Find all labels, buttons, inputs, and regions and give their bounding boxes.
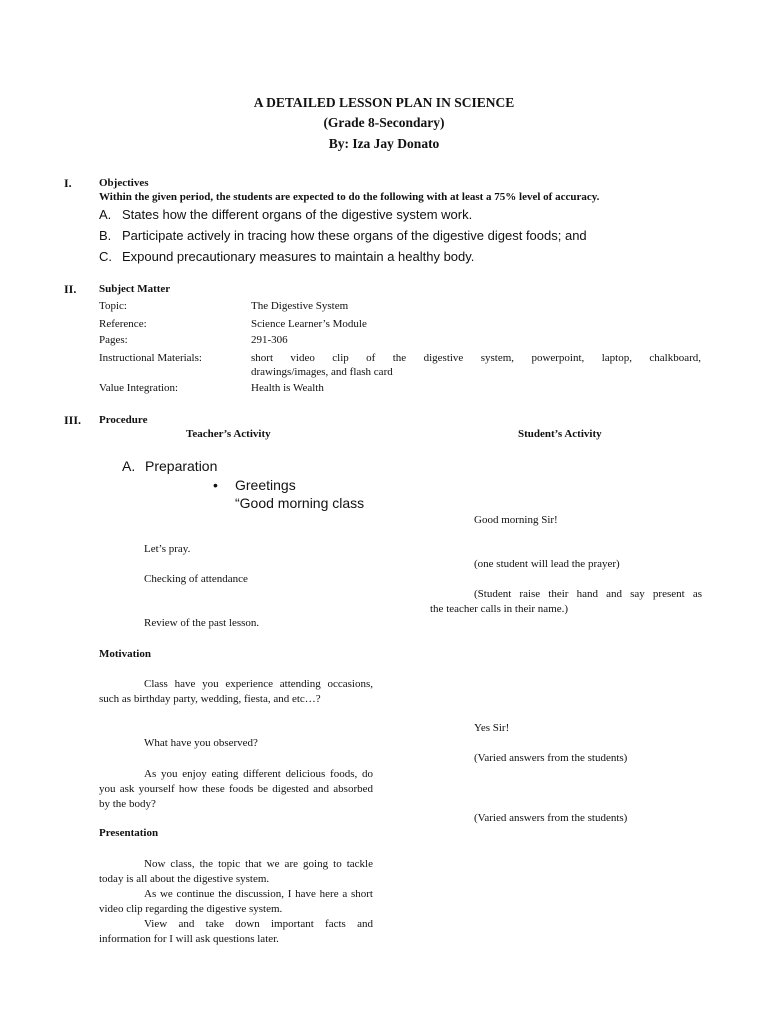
objectives-heading: Objectives	[99, 177, 149, 189]
presentation-text-3: View and take down important facts and information for I will ask questions later.	[99, 918, 373, 945]
value-integration-label: Value Integration:	[99, 382, 179, 394]
motivation-text-1: Class have you experience attending occasions, such as birthday party, wedding, fiesta, and etc…?	[99, 678, 373, 705]
teacher-review: Review of the past lesson.	[144, 617, 260, 629]
objective-b-letter: B.	[99, 228, 112, 243]
presentation-text-2: As we continue the discussion, I have here a short video clip regarding the digestive system.	[99, 888, 373, 915]
materials-value-line1: short video clip of the digestive system, powerpoint, laptop, chalkboard,	[251, 352, 701, 364]
document-author: By: Iza Jay Donato	[328, 136, 440, 151]
presentation-paragraph-3	[99, 917, 373, 947]
motivation-text-3: As you enjoy eating different delicious foods, do you ask yourself how these foods be digested and absorbed by the body?	[99, 768, 373, 810]
student-varied-1: (Varied answers from the students)	[474, 752, 628, 764]
materials-value-line2: drawings/images, and flash card	[251, 366, 393, 378]
reference-label: Reference:	[99, 318, 147, 330]
topic-label: Topic:	[99, 300, 127, 312]
greetings-label: Greetings	[235, 477, 296, 493]
objectives-intro: Within the given period, the students are expected to do the following with at least a 75% level of accuracy.	[99, 191, 600, 203]
procedure-heading: Procedure	[99, 414, 148, 426]
greetings-bullet: •	[213, 477, 218, 493]
presentation-text-1: Now class, the topic that we are going to tackle today is all about the digestive system.	[99, 858, 373, 885]
pages-label: Pages:	[99, 334, 128, 346]
procedure-numeral: III.	[64, 413, 82, 427]
objective-a-letter: A.	[99, 207, 112, 222]
motivation-heading: Motivation	[99, 648, 151, 660]
reference-value: Science Learner’s Module	[251, 318, 367, 330]
student-yes-sir: Yes Sir!	[474, 722, 510, 734]
topic-value: The Digestive System	[251, 300, 349, 312]
value-integration-value: Health is Wealth	[251, 382, 324, 394]
preparation-letter: A.	[122, 458, 136, 474]
presentation-heading: Presentation	[99, 827, 159, 839]
preparation-label: Preparation	[145, 458, 218, 474]
motivation-paragraph-3	[99, 767, 373, 812]
materials-label: Instructional Materials:	[99, 352, 202, 364]
teacher-pray: Let’s pray.	[144, 543, 191, 555]
subject-matter-numeral: II.	[64, 282, 77, 296]
student-varied-2: (Varied answers from the students)	[474, 812, 628, 824]
presentation-paragraph-2	[99, 887, 373, 917]
pages-value: 291-306	[251, 334, 288, 346]
document-grade: (Grade 8-Secondary)	[323, 115, 445, 130]
objective-a-text: States how the different organs of the digestive system work.	[122, 207, 473, 222]
student-prayer: (one student will lead the prayer)	[474, 558, 620, 570]
teacher-attendance: Checking of attendance	[144, 573, 248, 585]
objective-b-text: Participate actively in tracing how these organs of the digestive digest foods; and	[122, 228, 587, 243]
student-present-line2: the teacher calls in their name.)	[430, 603, 569, 615]
presentation-paragraph-1	[99, 857, 373, 887]
student-good-morning: Good morning Sir!	[474, 514, 558, 526]
greetings-line: “Good morning class	[235, 495, 365, 511]
teacher-activity-header: Teacher’s Activity	[186, 428, 271, 440]
objective-c-text: Expound precautionary measures to maintain a healthy body.	[122, 249, 475, 264]
document-title: A DETAILED LESSON PLAN IN SCIENCE	[253, 95, 515, 110]
objective-c-letter: C.	[99, 249, 112, 264]
objectives-numeral: I.	[64, 176, 72, 190]
subject-matter-heading: Subject Matter	[99, 283, 171, 295]
student-present-line1: (Student raise their hand and say present as	[474, 588, 702, 600]
student-activity-header: Student’s Activity	[518, 428, 602, 440]
motivation-question: What have you observed?	[144, 737, 258, 749]
motivation-paragraph-1	[99, 677, 373, 707]
